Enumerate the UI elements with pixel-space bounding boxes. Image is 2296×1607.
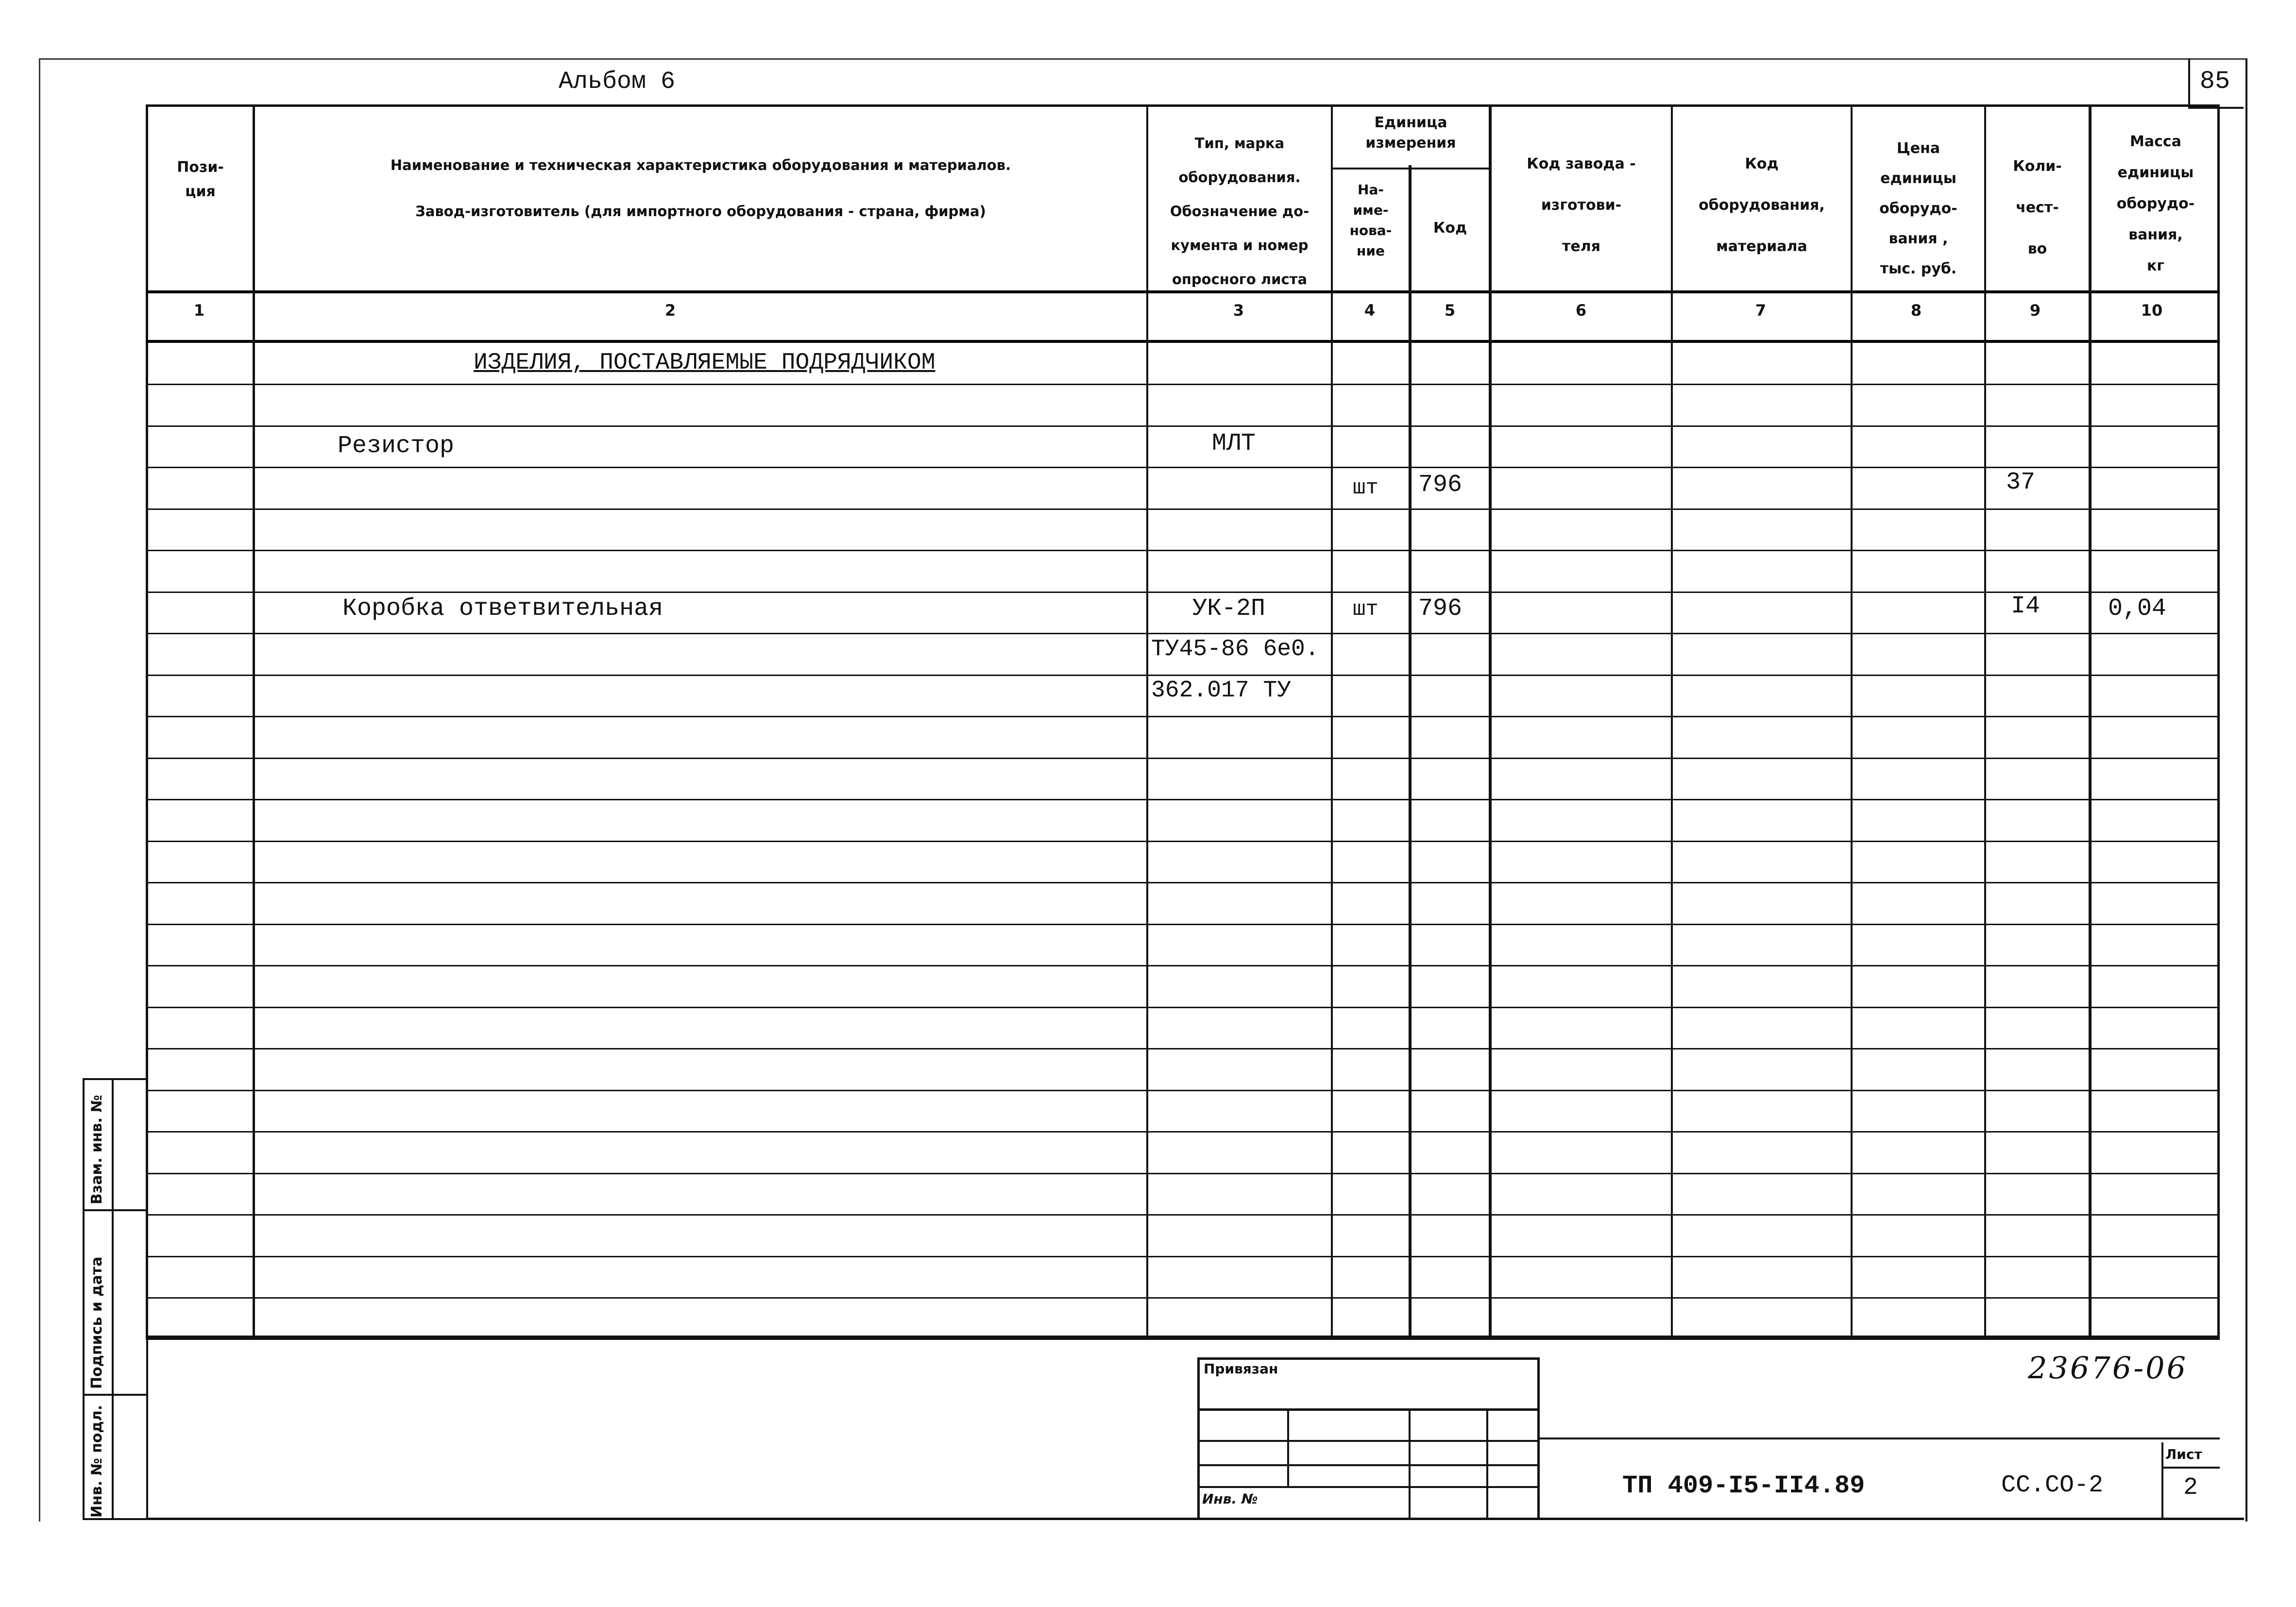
- header-mass: Масса единицы оборудо- вания, кг: [2116, 133, 2195, 274]
- album-label: Альбом 6: [559, 68, 676, 96]
- colnum-4: 4: [1364, 301, 1376, 320]
- item1-name: Резистор: [338, 432, 455, 460]
- privyazan-line2: [1197, 1440, 1540, 1442]
- item2-type: УК-2П: [1192, 595, 1266, 623]
- item2-unit: шт: [1353, 597, 1378, 622]
- item2-name: Коробка ответвительная: [342, 595, 663, 623]
- table-row-line: [146, 508, 2220, 510]
- inv-no-label: Инв. №: [1202, 1491, 1258, 1507]
- table-row-line: [146, 799, 2220, 800]
- header-unit-code: Код: [1433, 220, 1467, 237]
- privyazan-vline3: [1486, 1408, 1488, 1520]
- table-row-line: [146, 467, 2220, 468]
- header-name-line2: Завод-изготовитель (для импортного оборудования - страна, фирма): [415, 203, 986, 220]
- table-row-line: [146, 550, 2220, 551]
- item2-doc-line2: 362.017 ТУ: [1151, 677, 1292, 704]
- table-row-line: [146, 1173, 2220, 1174]
- stamp-top-line: [146, 1338, 2220, 1340]
- col-line-6: [1671, 104, 1673, 1338]
- colnum-divider: [146, 340, 2220, 343]
- colnum-10: 10: [2141, 301, 2163, 320]
- header-position: Пози- ция: [177, 159, 224, 200]
- privyazan-line3: [1197, 1464, 1540, 1466]
- side-strip-line2: [83, 1394, 148, 1396]
- sheet-label: Лист: [2165, 1446, 2202, 1462]
- colnum-8: 8: [1910, 301, 1922, 320]
- table-row-line: [146, 1007, 2220, 1008]
- header-price: Цена единицы оборудо- вания , тыс. руб.: [1879, 140, 1957, 277]
- colnum-6: 6: [1575, 301, 1587, 320]
- privyazan-label: Привязан: [1204, 1361, 1278, 1377]
- table-row-line: [146, 675, 2220, 676]
- section-title: ИЗДЕЛИЯ, ПОСТАВЛЯЕМЫЕ ПОДРЯДЧИКОМ: [474, 350, 935, 376]
- item1-unit: шт: [1353, 476, 1378, 500]
- item1-type: МЛТ: [1212, 430, 1256, 457]
- table-row-line: [146, 758, 2220, 759]
- table-row-line: [146, 965, 2220, 966]
- colnum-2: 2: [664, 301, 676, 320]
- table-row-line: [146, 841, 2220, 842]
- colnum-9: 9: [2029, 301, 2041, 320]
- table-row-line: [146, 1090, 2220, 1091]
- colnum-7: 7: [1755, 301, 1767, 320]
- handwritten-number: 23676-06: [2028, 1350, 2188, 1386]
- side-label-vzam: Взам. инв. №: [88, 1095, 105, 1204]
- colnum-3: 3: [1233, 301, 1244, 320]
- table-row-line: [146, 1297, 2220, 1299]
- header-type: Тип, марка оборудования. Обозначение до- кумента и номер опросного листа: [1170, 135, 1310, 288]
- table-row-line: [146, 592, 2220, 593]
- table-row-line: [146, 1214, 2220, 1216]
- privyazan-line1: [1197, 1408, 1540, 1411]
- col-line-7: [1851, 104, 1853, 1338]
- header-unit-group: Единица измерения: [1365, 114, 1456, 152]
- page-number: 85: [2199, 67, 2230, 96]
- stamp-bottom-line: [146, 1518, 2244, 1520]
- table-row-line: [146, 882, 2220, 883]
- header-unit-name: На- име- нова- ние: [1349, 182, 1392, 259]
- item2-code: 796: [1418, 595, 1463, 623]
- col-line-9: [2089, 104, 2092, 1338]
- item2-doc-line1: ТУ45-86 6е0.: [1151, 636, 1319, 662]
- colnum-5: 5: [1444, 301, 1456, 320]
- header-plant-code: Код завода - изготови- теля: [1527, 155, 1636, 255]
- sheet-number: 2: [2183, 1474, 2198, 1502]
- col-line-1: [253, 104, 255, 1338]
- item1-qty: 37: [2006, 469, 2036, 496]
- sheet-box-line: [2161, 1467, 2220, 1469]
- col-line-8: [1984, 104, 1986, 1338]
- privyazan-vline1: [1287, 1408, 1289, 1486]
- unit-group-divider: [1331, 168, 1489, 169]
- table-row-line: [146, 425, 2220, 427]
- col-line-4: [1409, 165, 1412, 1338]
- privyazan-vline2: [1409, 1408, 1411, 1520]
- col-line-5: [1489, 104, 1492, 1338]
- title-block-line: [1540, 1438, 2220, 1439]
- item1-code: 796: [1418, 471, 1463, 499]
- item2-mass: 0,04: [2108, 595, 2167, 623]
- table-row-line: [146, 1256, 2220, 1257]
- col-line-3: [1331, 104, 1333, 1338]
- side-label-podpis: Подпись и дата: [88, 1256, 105, 1389]
- side-strip-divider: [112, 1078, 114, 1520]
- doc-code: ТП 409-I5-II4.89: [1622, 1472, 1865, 1500]
- header-name-line1: Наименование и техническая характеристика оборудования и материалов.: [390, 157, 1011, 173]
- table-row-line: [146, 1131, 2220, 1133]
- side-strip-line1: [83, 1209, 148, 1211]
- colnum-1: 1: [193, 301, 205, 320]
- table-row-line: [146, 924, 2220, 925]
- table-row-line: [146, 1048, 2220, 1049]
- side-label-inv: Инв. № подл.: [88, 1404, 105, 1518]
- table-row-line: [146, 716, 2220, 717]
- doc-mark: СС.СО-2: [2001, 1472, 2104, 1499]
- item2-qty: I4: [2011, 592, 2041, 620]
- table-row-line: [146, 633, 2220, 634]
- table-row-line: [146, 384, 2220, 385]
- header-equip-code: Код оборудования, материала: [1699, 155, 1825, 255]
- privyazan-line4: [1197, 1486, 1540, 1488]
- header-quantity: Коли- чест- во: [2013, 158, 2062, 257]
